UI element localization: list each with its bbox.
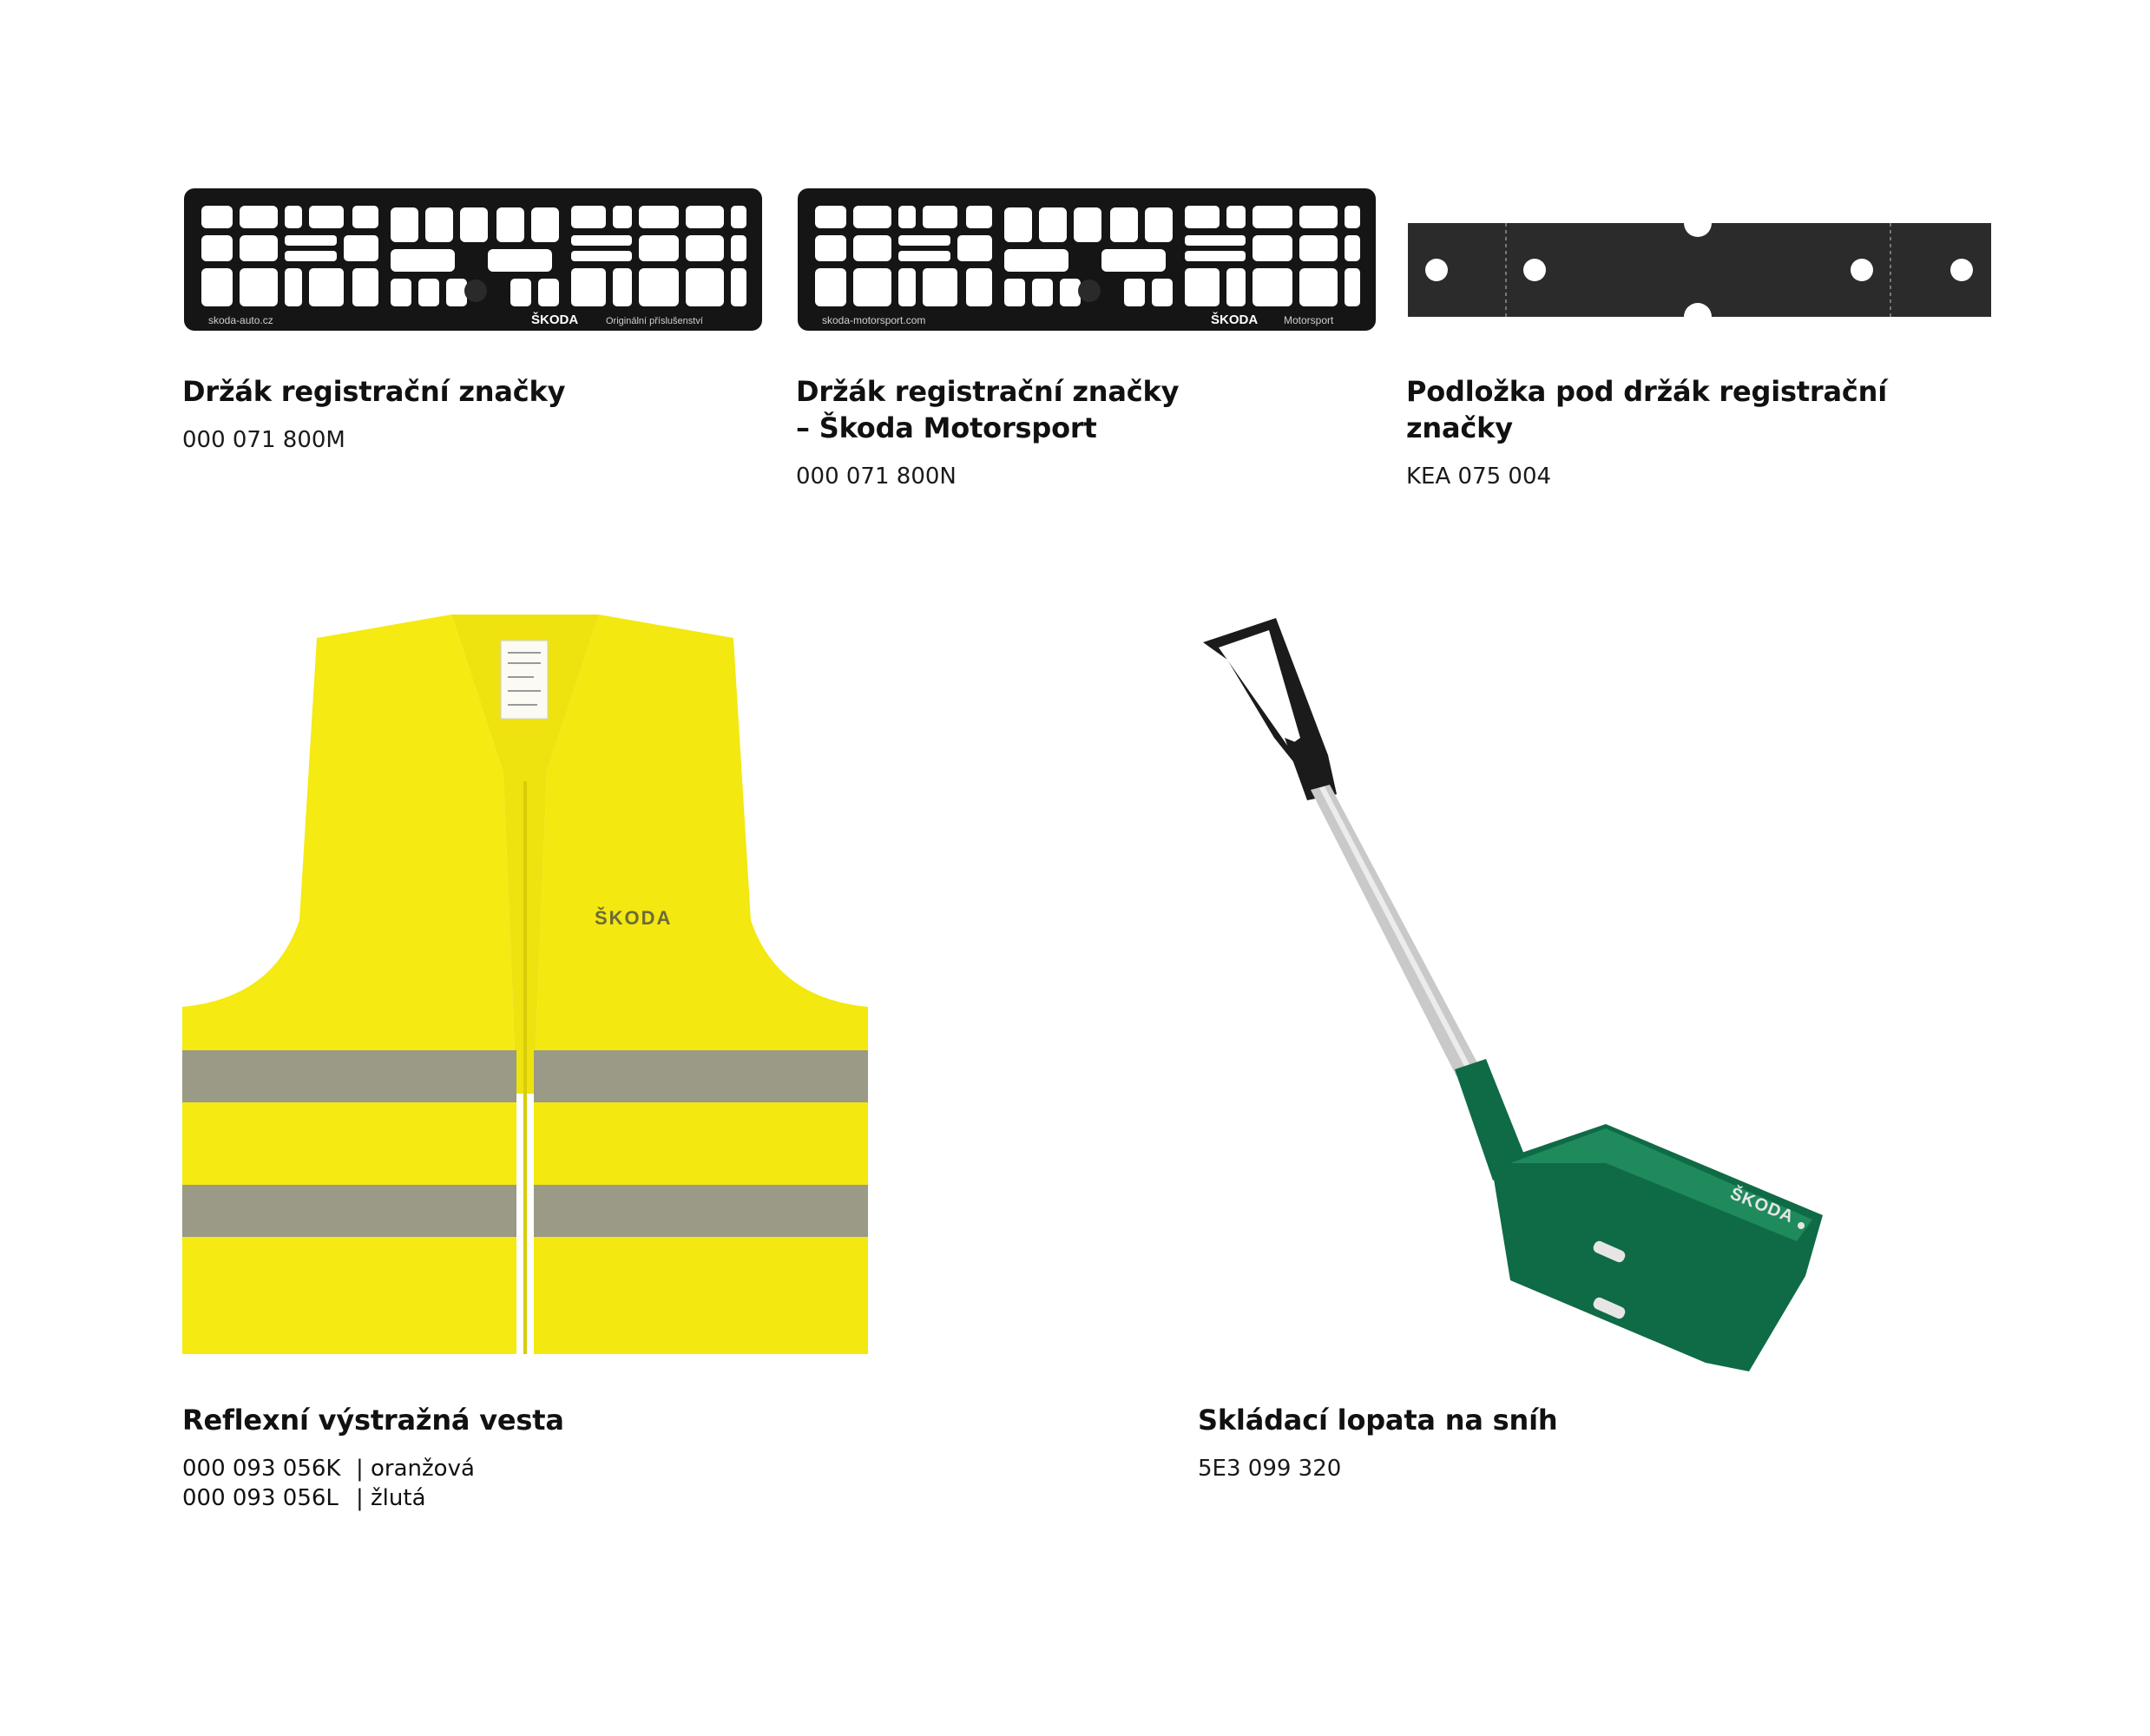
product-title-line-2: – Škoda Motorsport <box>796 411 1097 444</box>
plate-brand: ŠKODA <box>1211 312 1259 327</box>
license-plate-holder-image <box>182 187 764 334</box>
product-title: Podložka pod držák registrační značky <box>1406 375 1888 444</box>
plate-left-text: skoda-motorsport.com <box>822 314 926 326</box>
product-title: Reflexní výstražná vesta <box>182 1404 564 1437</box>
safety-vest-image <box>178 608 872 1363</box>
variant-code: 000 093 056K <box>182 1456 341 1482</box>
license-plate-pad-image <box>1406 204 1996 326</box>
product-code: KEA 075 004 <box>1406 464 1552 490</box>
plate-right-text: Originální příslušenství <box>606 316 703 326</box>
product-code: 000 071 800M <box>182 427 345 453</box>
plate-right-text: Motorsport <box>1284 314 1334 326</box>
plate-brand: ŠKODA <box>531 312 579 327</box>
product-title: Skládací lopata na sníh <box>1198 1404 1558 1437</box>
variant-code: 000 093 056L <box>182 1485 339 1511</box>
shovel-brand: ŠKODA <box>1727 1184 1797 1227</box>
snow-shovel-image <box>1198 608 1840 1380</box>
variant-color: | oranžová <box>356 1456 475 1482</box>
license-plate-holder-image <box>796 187 1377 334</box>
product-code: 5E3 099 320 <box>1198 1456 1342 1482</box>
product-code: 000 071 800N <box>796 464 957 490</box>
product-title: Držák registrační značky <box>182 375 566 408</box>
vest-brand: ŠKODA <box>595 907 673 929</box>
variant-color: | žlutá <box>356 1485 426 1511</box>
plate-left-text: skoda-auto.cz <box>208 314 273 326</box>
product-title-line-1: Držák registrační značky <box>796 375 1180 408</box>
